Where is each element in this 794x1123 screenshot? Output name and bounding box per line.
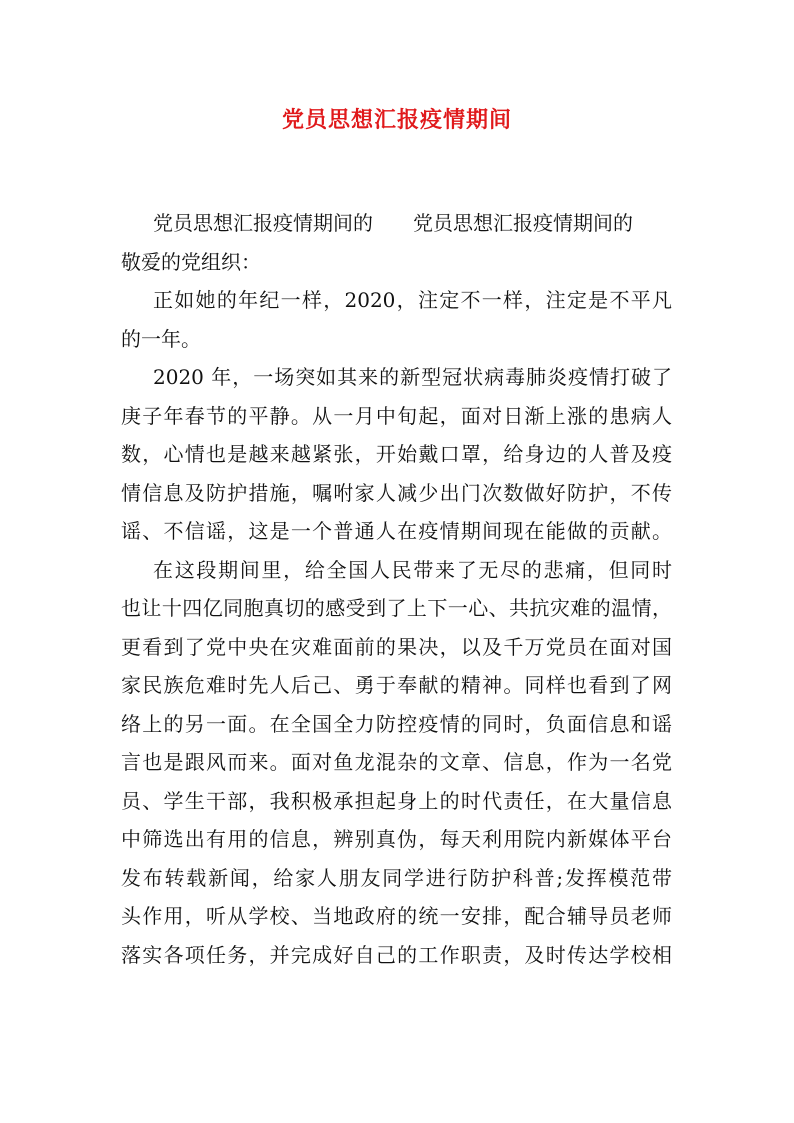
- paragraph-2-line-5: 谣、不信谣，这是一个普通人在疫情期间现在能做的贡献。: [121, 519, 672, 543]
- paragraph-2-line-3: 数，心情也是越来越紧张，开始戴口罩，给身边的人普及疫: [121, 442, 672, 466]
- paragraph-2-line-2: 庚子年春节的平静。从一月中旬起，面对日渐上涨的患病人: [121, 403, 672, 428]
- salutation: 敬爱的党组织：: [121, 249, 261, 274]
- paragraph-3-line-10: 头作用，听从学校、当地政府的统一安排，配合辅导员老师: [121, 904, 672, 928]
- paragraph-3-line-1: 在这段期间里，给全国人民带来了无尽的悲痛，但同时: [153, 557, 672, 582]
- paragraph-3-line-5: 络上的另一面。在全国全力防控疫情的同时，负面信息和谣: [121, 711, 672, 736]
- paragraph-1-line-2: 的一年。: [121, 326, 201, 351]
- paragraph-3-line-8: 中筛选出有用的信息，辨别真伪，每天利用院内新媒体平台: [121, 827, 672, 851]
- document-body: [121, 204, 672, 974]
- paragraph-2-line-1: 2020 年，一场突如其来的新型冠状病毒肺炎疫情打破了: [153, 365, 672, 389]
- header-text-2: 党员思想汇报疫情期间的: [413, 211, 633, 235]
- paragraph-3-line-11: 落实各项任务，并完成好自己的工作职责，及时传达学校相: [121, 942, 672, 967]
- document-title: 党员思想汇报疫情期间: [281, 107, 512, 133]
- paragraph-2-line-4: 情信息及防护措施，嘱咐家人减少出门次数做好防护，不传: [121, 480, 672, 505]
- header-text-1: 党员思想汇报疫情期间的: [153, 211, 373, 235]
- paragraph-3-line-2: 也让十四亿同胞真切的感受到了上下一心、共抗灾难的温情，: [121, 596, 672, 620]
- header-line: [121, 204, 672, 243]
- paragraph-3-line-4: 家民族危难时先人后己、勇于奉献的精神。同样也看到了网: [121, 673, 672, 697]
- paragraph-1-line-1: 正如她的年纪一样，2020，注定不一样，注定是不平凡: [153, 288, 672, 312]
- paragraph-3-line-3: 更看到了党中央在灾难面前的果决，以及千万党员在面对国: [121, 634, 672, 659]
- paragraph-3-line-7: 员、学生干部，我积极承担起身上的时代责任，在大量信息: [121, 788, 672, 813]
- paragraph-3-line-9: 发布转载新闻，给家人朋友同学进行防护科普;发挥模范带: [121, 865, 672, 890]
- paragraph-3-line-6: 言也是跟风而来。面对鱼龙混杂的文章、信息，作为一名党: [121, 750, 672, 774]
